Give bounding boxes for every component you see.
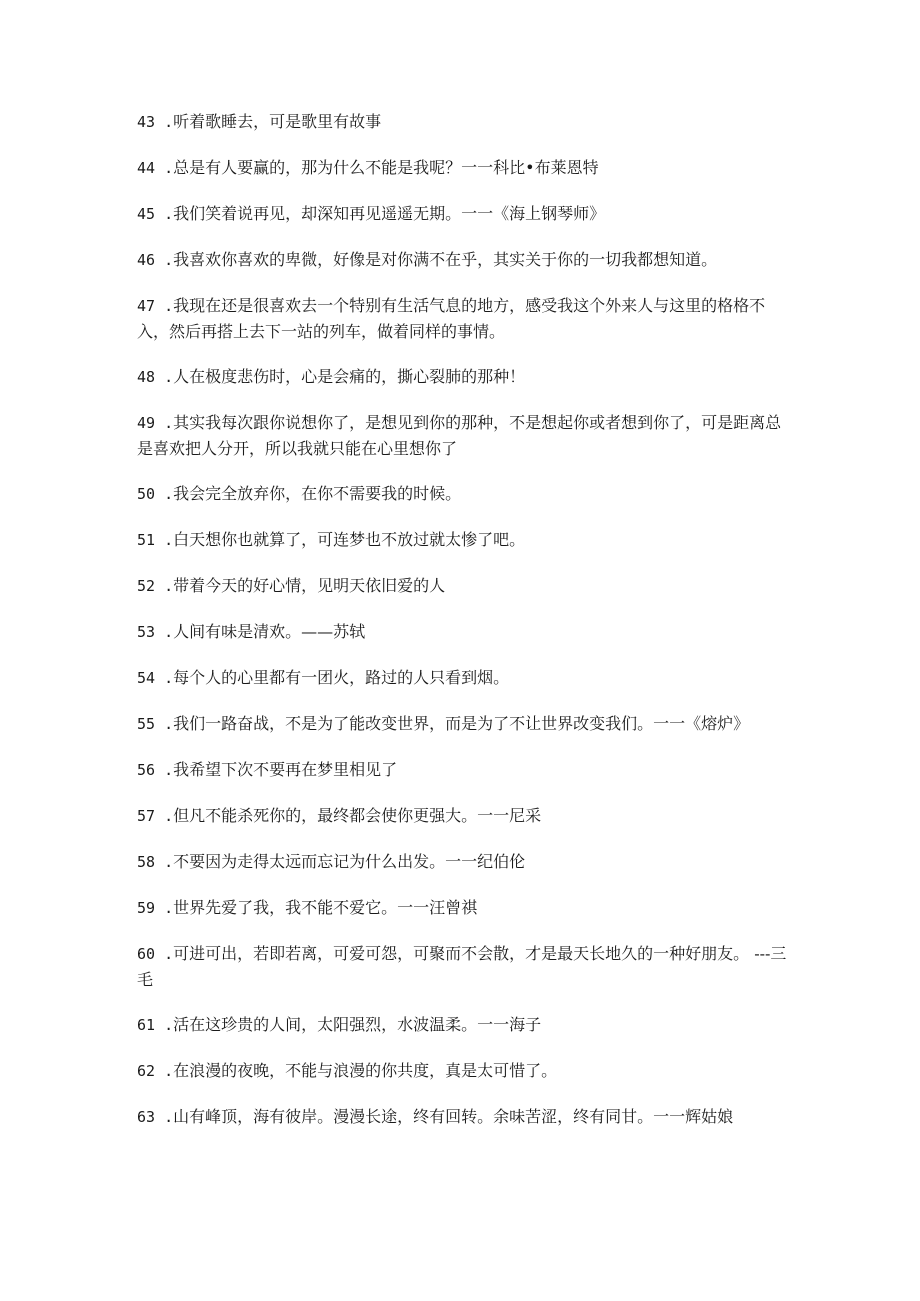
quote-text: 山有峰顶，海有彼岸。漫漫长途，终有回转。余味苦涩，终有同甘。一一辉姑娘	[173, 1107, 734, 1126]
quote-list	[137, 109, 797, 1150]
quote-number: 47	[137, 297, 156, 315]
quote-separator: .	[155, 368, 174, 386]
quote-number: 48	[137, 368, 156, 386]
quote-item	[137, 527, 797, 553]
quote-number: 59	[137, 899, 156, 917]
quote-text: 总是有人要赢的，那为什么不能是我呢？一一科比•布莱恩特	[173, 158, 599, 177]
quote-text: 不要因为走得太远而忘记为什么出发。一一纪伯伦	[173, 852, 526, 871]
quote-number: 52	[137, 577, 156, 595]
quote-item	[137, 293, 797, 344]
quote-item	[137, 364, 797, 390]
quote-text: 我现在还是很喜欢去一个特别有生活气息的地方，感受我这个外来人与这里的格格不入，然后再搭上去下一站的列车，做着同样的事情。	[137, 296, 766, 341]
quote-item	[137, 109, 797, 135]
quote-number: 51	[137, 531, 156, 549]
quote-number: 57	[137, 807, 156, 825]
quote-item	[137, 155, 797, 181]
quote-separator: .	[155, 159, 174, 177]
quote-item	[137, 201, 797, 227]
quote-item	[137, 1012, 797, 1038]
quote-text: 但凡不能杀死你的，最终都会使你更强大。一一尼采	[173, 806, 542, 825]
quote-separator: .	[155, 1062, 174, 1080]
quote-text: 听着歌睡去，可是歌里有故事	[173, 112, 382, 131]
quote-item	[137, 895, 797, 921]
quote-number: 55	[137, 715, 156, 733]
quote-item	[137, 573, 797, 599]
quote-item	[137, 803, 797, 829]
quote-number: 60	[137, 945, 156, 963]
quote-separator: .	[155, 414, 174, 432]
quote-item	[137, 619, 797, 645]
quote-item	[137, 247, 797, 273]
quote-separator: .	[155, 1108, 174, 1126]
quote-number: 50	[137, 485, 156, 503]
quote-separator: .	[155, 531, 174, 549]
quote-separator: .	[155, 807, 174, 825]
quote-item	[137, 849, 797, 875]
quote-number: 53	[137, 623, 156, 641]
quote-text: 我喜欢你喜欢的卑微，好像是对你满不在乎，其实关于你的一切我都想知道。	[173, 250, 718, 269]
quote-item	[137, 711, 797, 737]
quote-separator: .	[155, 853, 174, 871]
quote-separator: .	[155, 945, 174, 963]
quote-item	[137, 1104, 797, 1130]
quote-separator: .	[155, 623, 174, 641]
quote-text: 人间有味是清欢。——苏轼	[173, 622, 366, 641]
quote-text: 我们一路奋战，不是为了能改变世界，而是为了不让世界改变我们。一一《熔炉》	[173, 714, 750, 733]
quote-number: 62	[137, 1062, 156, 1080]
quote-number: 61	[137, 1016, 156, 1034]
quote-text: 活在这珍贵的人间，太阳强烈，水波温柔。一一海子	[173, 1015, 542, 1034]
quote-number: 44	[137, 159, 156, 177]
quote-number: 49	[137, 414, 156, 432]
quote-separator: .	[155, 1016, 174, 1034]
quote-number: 45	[137, 205, 156, 223]
quote-number: 54	[137, 669, 156, 687]
quote-item	[137, 665, 797, 691]
quote-item	[137, 757, 797, 783]
quote-item	[137, 410, 797, 461]
quote-item	[137, 1058, 797, 1084]
quote-separator: .	[155, 761, 174, 779]
quote-text: 我希望下次不要再在梦里相见了	[173, 760, 398, 779]
quote-separator: .	[155, 485, 174, 503]
quote-separator: .	[155, 297, 174, 315]
quote-number: 46	[137, 251, 156, 269]
quote-text: 在浪漫的夜晚，不能与浪漫的你共度，真是太可惜了。	[173, 1061, 558, 1080]
quote-text: 世界先爱了我，我不能不爱它。一一汪曾祺	[173, 898, 478, 917]
quote-text: 人在极度悲伤时，心是会痛的，撕心裂肺的那种！	[173, 367, 526, 386]
quote-separator: .	[155, 715, 174, 733]
quote-item	[137, 481, 797, 507]
quote-separator: .	[155, 205, 174, 223]
quote-separator: .	[155, 899, 174, 917]
quote-text: 我会完全放弃你，在你不需要我的时候。	[173, 484, 462, 503]
quote-text: 我们笑着说再见，却深知再见遥遥无期。一一《海上钢琴师》	[173, 204, 606, 223]
quote-number: 63	[137, 1108, 156, 1126]
quote-separator: .	[155, 577, 174, 595]
quote-separator: .	[155, 669, 174, 687]
quote-text: 带着今天的好心情，见明天依旧爱的人	[173, 576, 446, 595]
quote-number: 43	[137, 113, 156, 131]
quote-item	[137, 941, 797, 992]
quote-text: 每个人的心里都有一团火，路过的人只看到烟。	[173, 668, 510, 687]
quote-text: 可进可出，若即若离，可爱可怨，可聚而不会散，才是最天长地久的一种好朋友。 ---三毛	[137, 944, 787, 989]
quote-separator: .	[155, 113, 174, 131]
quote-separator: .	[155, 251, 174, 269]
quote-text: 白天想你也就算了，可连梦也不放过就太惨了吧。	[173, 530, 526, 549]
quote-number: 56	[137, 761, 156, 779]
quote-text: 其实我每次跟你说想你了，是想见到你的那种，不是想起你或者想到你了，可是距离总是喜欢把人分开，所以我就只能在心里想你了	[137, 413, 782, 458]
quote-number: 58	[137, 853, 156, 871]
